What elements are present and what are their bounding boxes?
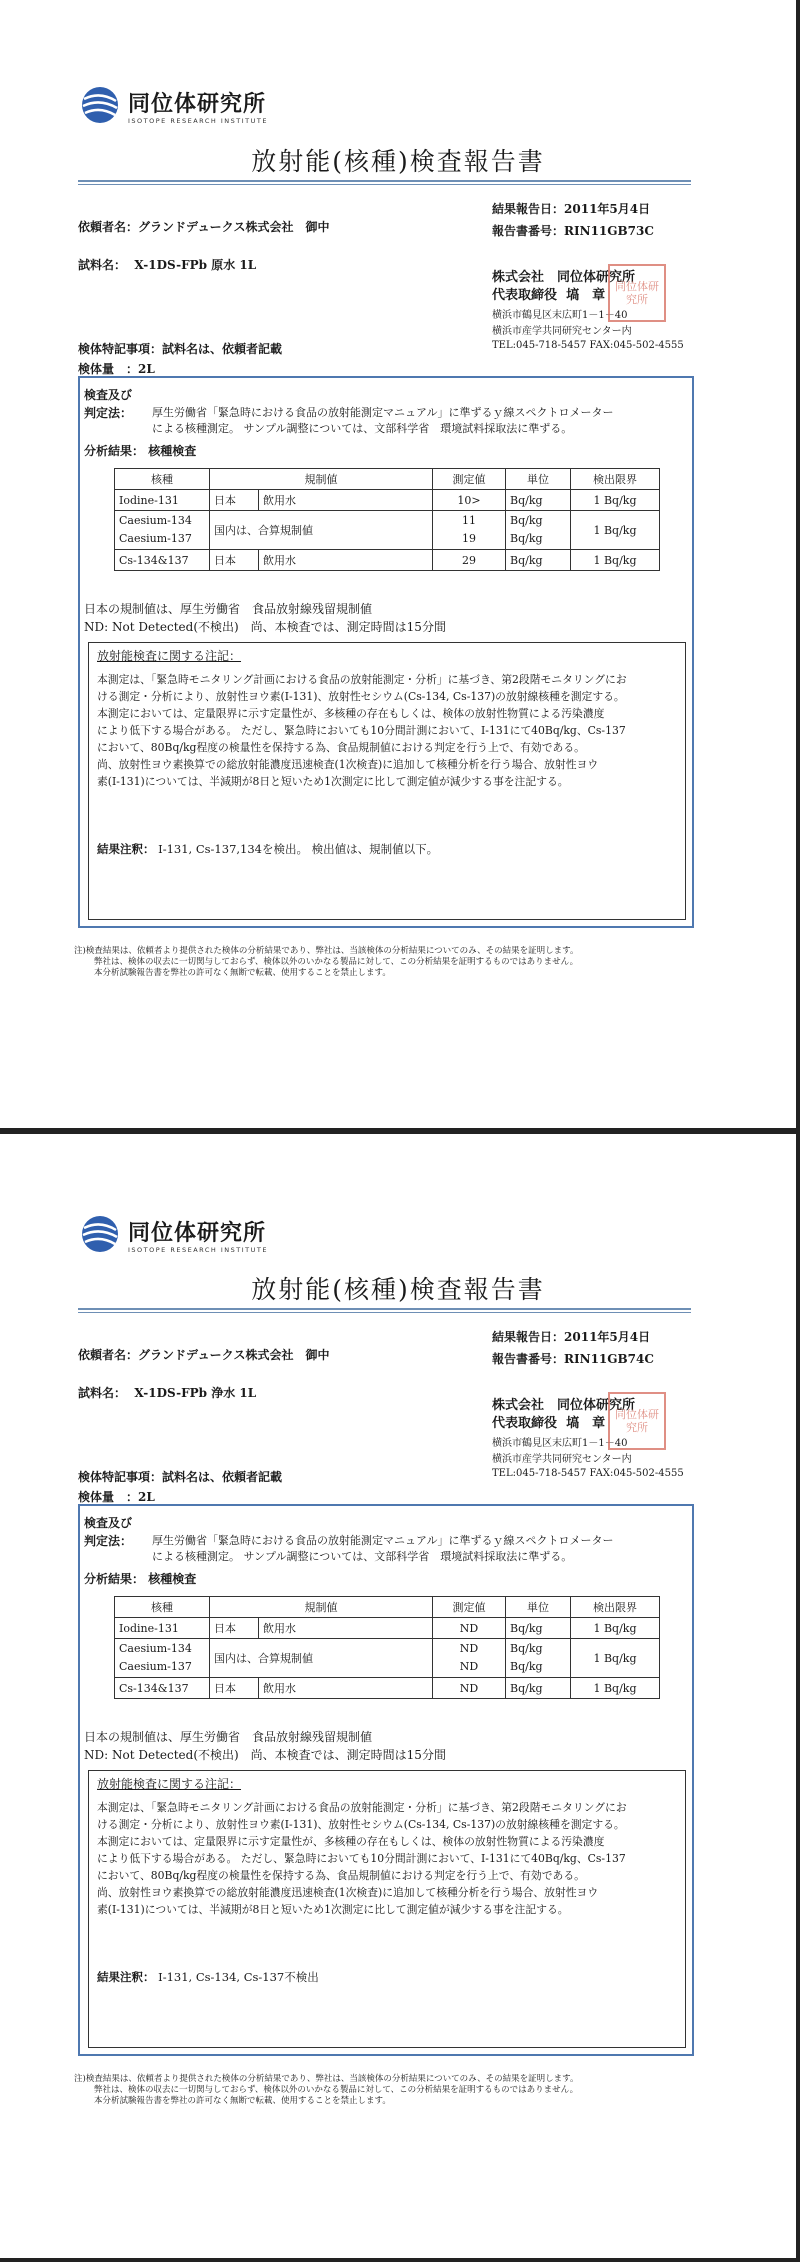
specimen-amount: 検体量 ：2L [78, 362, 155, 376]
issuer-representative: 代表取締役 塙 章 [492, 1416, 606, 1431]
table-row [115, 1639, 660, 1678]
region-cell: 日本 [210, 490, 259, 511]
table-header-row [115, 469, 660, 490]
nuclide-cell: Iodine-131 [115, 490, 210, 511]
note-line: 素(I-131)については、半減期が8日と短いため1次測定に比して測定値が減少する事を注記する。 [97, 1903, 569, 1916]
issuer-address-1: 横浜市鶴見区末広町1－1－40 [492, 1438, 628, 1449]
specimen-note: 検体特記事項：試料名は、依頼者記載 [78, 342, 283, 356]
region-cell: 日本 [210, 1618, 259, 1639]
issuer-address-2: 横浜市産学共同研究センター内 [492, 1454, 632, 1465]
limit-cell: 1 Bq/kg [571, 550, 660, 571]
method-label-1: 検査及び [84, 388, 133, 402]
limit-cell: 1 Bq/kg [571, 511, 660, 550]
note-line: 本測定においては、定量限界に示す定量性が、多核種の存在もしくは、検体の放射性物質による汚染濃度 [97, 707, 605, 720]
column-header: 規制値 [210, 469, 433, 490]
footer-line-2: 弊社は、検体の収去に一切関与しておらず、検体以外のいかなる製品に対して、この分析結果を証明するものではありません。 [94, 2085, 579, 2095]
table-row [115, 490, 660, 511]
region-cell: 日本 [210, 1678, 259, 1699]
measured-cell: ND [433, 1618, 506, 1639]
column-header: 検出限界 [571, 1597, 660, 1618]
issuer-company: 株式会社 同位体研究所 [492, 1398, 636, 1413]
note-line: により低下する場合がある。 ただし、緊急時においても10分間計測において、I-131にて40Bq/kg、Cs-137 [97, 724, 626, 737]
company-name-jp: 同位体研究所 [128, 92, 267, 117]
globe-logo-icon [80, 1214, 120, 1254]
column-header: 検出限界 [571, 469, 660, 490]
method-line-2: による核種測定。 サンプル調整については、文部科学省 環境試料採取法に準ずる。 [152, 1550, 573, 1563]
limit-cell: 1 Bq/kg [571, 1639, 660, 1678]
report-number: 報告書番号：RIN11GB74C [492, 1352, 654, 1366]
column-header: 核種 [115, 1597, 210, 1618]
sample-name: 試料名： X-1DS-FPb 浄水 1L [78, 1386, 257, 1400]
company-logo [80, 85, 380, 135]
note-line: 素(I-131)については、半減期が8日と短いため1次測定に比して測定値が減少する事を注記する。 [97, 775, 569, 788]
client-name: 依頼者名：グランドデュークス株式会社 御中 [78, 220, 330, 234]
method-line-1: 厚生労働省「緊急時における食品の放射能測定マニュアル」に準ずるｙ線スペクトロメーター [152, 1534, 614, 1547]
notes-box [88, 642, 686, 920]
limit-cell: 1 Bq/kg [571, 1678, 660, 1699]
regulation-cell: 飲用水 [259, 550, 433, 571]
region-cell: 日本 [210, 550, 259, 571]
report-page-2 [0, 1134, 800, 2262]
title-rule [78, 1308, 691, 1313]
column-header: 単位 [506, 469, 571, 490]
company-seal: 同位体研究所 [608, 1392, 666, 1450]
column-header: 核種 [115, 469, 210, 490]
regulation-cell: 飲用水 [259, 490, 433, 511]
globe-logo-icon [80, 85, 120, 125]
table-row [115, 1618, 660, 1639]
table-row [115, 511, 660, 550]
report-date: 結果報告日：2011年5月4日 [492, 1330, 651, 1344]
table-row [115, 1678, 660, 1699]
limit-cell: 1 Bq/kg [571, 490, 660, 511]
note-line: により低下する場合がある。 ただし、緊急時においても10分間計測において、I-131にて40Bq/kg、Cs-137 [97, 1852, 626, 1865]
column-header: 規制値 [210, 1597, 433, 1618]
regulation-cell: 国内は、合算規制値 [210, 511, 433, 550]
regulation-cell: 国内は、合算規制値 [210, 1639, 433, 1678]
nuclide-cell: Caesium-134 Caesium-137 [115, 1639, 210, 1678]
note-line: 本測定は、「緊急時モニタリング計画における食品の放射能測定・分析」に基づき、第2段階モニタリングにお [97, 1801, 627, 1814]
note-line: において、80Bq/kg程度の検量性を保持する為、食品規制値における判定を行う上で、有効である。 [97, 1869, 585, 1882]
issuer-company: 株式会社 同位体研究所 [492, 270, 636, 285]
footer-line-2: 弊社は、検体の収去に一切関与しておらず、検体以外のいかなる製品に対して、この分析結果を証明するものではありません。 [94, 957, 579, 967]
company-name-en: ISOTOPE RESEARCH INSTITUTE [128, 117, 268, 125]
results-table [114, 1596, 660, 1699]
nuclide-cell: Caesium-134 Caesium-137 [115, 511, 210, 550]
sample-name: 試料名： X-1DS-FPb 原水 1L [78, 258, 257, 272]
regulation-cell: 飲用水 [259, 1618, 433, 1639]
column-header: 測定値 [433, 469, 506, 490]
client-name: 依頼者名：グランドデュークス株式会社 御中 [78, 1348, 330, 1362]
title-rule [78, 180, 691, 185]
note-line: ける測定・分析により、放射性ヨウ素(I-131)、放射性セシウム(Cs-134, Cs-137)の放射線核種を測定する。 [97, 690, 625, 703]
unit-cell: Bq/kg [506, 1618, 571, 1639]
notes-body [97, 1799, 681, 1918]
notes-heading: 放射能検査に関する注記： [97, 649, 242, 663]
note-line: 本測定は、「緊急時モニタリング計画における食品の放射能測定・分析」に基づき、第2段階モニタリングにお [97, 673, 627, 686]
note-line: 本測定においては、定量限界に示す定量性が、多核種の存在もしくは、検体の放射性物質による汚染濃度 [97, 1835, 605, 1848]
company-logo [80, 1214, 380, 1264]
analysis-result: 分析結果： 核種検査 [84, 444, 197, 458]
note-line: において、80Bq/kg程度の検量性を保持する為、食品規制値における判定を行う上で、有効である。 [97, 741, 585, 754]
method-line-1: 厚生労働省「緊急時における食品の放射能測定マニュアル」に準ずるｙ線スペクトロメーター [152, 406, 614, 419]
method-label-2: 判定法： [84, 1534, 133, 1548]
analysis-result: 分析結果： 核種検査 [84, 1572, 197, 1586]
report-title: 放射能(核種)検査報告書 [251, 147, 545, 176]
result-conclusion: 結果注釈： I-131, Cs-134, Cs-137不検出 [97, 1970, 319, 1984]
nuclide-cell: Cs-134&137 [115, 1678, 210, 1699]
company-name-en: ISOTOPE RESEARCH INSTITUTE [128, 1246, 268, 1254]
regulation-note-1: 日本の規制値は、厚生労働省 食品放射線残留規制値 [84, 1730, 373, 1744]
note-line: 尚、放射性ヨウ素換算での総放射能濃度迅速検査(1次検査)に追加して核種分析を行う場合、放射性ヨウ [97, 1886, 599, 1899]
regulation-note-2: ND: Not Detected(不検出) 尚、本検査では、測定時間は15分間 [84, 1748, 446, 1762]
unit-cell: Bq/kg Bq/kg [506, 511, 571, 550]
footer-line-3: 本分析試験報告書を弊社の許可なく無断で転載、使用することを禁止します。 [94, 2096, 391, 2106]
measured-cell: 29 [433, 550, 506, 571]
specimen-amount: 検体量 ：2L [78, 1490, 155, 1504]
report-number: 報告書番号：RIN11GB73C [492, 224, 654, 238]
regulation-cell: 飲用水 [259, 1678, 433, 1699]
table-header-row [115, 1597, 660, 1618]
note-line: ける測定・分析により、放射性ヨウ素(I-131)、放射性セシウム(Cs-134, Cs-137)の放射線核種を測定する。 [97, 1818, 625, 1831]
footer-line-1: 注)検査結果は、依頼者より提供された検体の分析結果であり、弊社は、当該検体の分析結果についてのみ、その結果を証明します。 [74, 946, 579, 956]
regulation-note-1: 日本の規制値は、厚生労働省 食品放射線残留規制値 [84, 602, 373, 616]
notes-heading: 放射能検査に関する注記： [97, 1777, 242, 1791]
method-line-2: による核種測定。 サンプル調整については、文部科学省 環境試料採取法に準ずる。 [152, 422, 573, 435]
unit-cell: Bq/kg [506, 490, 571, 511]
specimen-note: 検体特記事項：試料名は、依頼者記載 [78, 1470, 283, 1484]
measured-cell: 10> [433, 490, 506, 511]
notes-box [88, 1770, 686, 2048]
results-table [114, 468, 660, 571]
nuclide-cell: Iodine-131 [115, 1618, 210, 1639]
issuer-address-1: 横浜市鶴見区末広町1－1－40 [492, 310, 628, 321]
method-label-1: 検査及び [84, 1516, 133, 1530]
method-label-2: 判定法： [84, 406, 133, 420]
table-row [115, 550, 660, 571]
note-line: 尚、放射性ヨウ素換算での総放射能濃度迅速検査(1次検査)に追加して核種分析を行う場合、放射性ヨウ [97, 758, 599, 771]
column-header: 単位 [506, 1597, 571, 1618]
company-name-jp: 同位体研究所 [128, 1221, 267, 1246]
unit-cell: Bq/kg [506, 550, 571, 571]
limit-cell: 1 Bq/kg [571, 1618, 660, 1639]
issuer-tel-fax: TEL:045-718-5457 FAX:045-502-4555 [492, 340, 684, 351]
footer-line-3: 本分析試験報告書を弊社の許可なく無断で転載、使用することを禁止します。 [94, 968, 391, 978]
report-date: 結果報告日：2011年5月4日 [492, 202, 651, 216]
measured-cell: 11 19 [433, 511, 506, 550]
notes-body [97, 671, 681, 790]
report-title: 放射能(核種)検査報告書 [251, 1275, 545, 1304]
unit-cell: Bq/kg [506, 1678, 571, 1699]
issuer-address-2: 横浜市産学共同研究センター内 [492, 326, 632, 337]
regulation-note-2: ND: Not Detected(不検出) 尚、本検査では、測定時間は15分間 [84, 620, 446, 634]
result-conclusion: 結果注釈： I-131, Cs-137,134を検出。 検出値は、規制値以下。 [97, 842, 439, 856]
column-header: 測定値 [433, 1597, 506, 1618]
issuer-tel-fax: TEL:045-718-5457 FAX:045-502-4555 [492, 1468, 684, 1479]
footer-line-1: 注)検査結果は、依頼者より提供された検体の分析結果であり、弊社は、当該検体の分析結果についてのみ、その結果を証明します。 [74, 2074, 579, 2084]
measured-cell: ND ND [433, 1639, 506, 1678]
company-seal: 同位体研究所 [608, 264, 666, 322]
nuclide-cell: Cs-134&137 [115, 550, 210, 571]
issuer-representative: 代表取締役 塙 章 [492, 288, 606, 303]
measured-cell: ND [433, 1678, 506, 1699]
unit-cell: Bq/kg Bq/kg [506, 1639, 571, 1678]
